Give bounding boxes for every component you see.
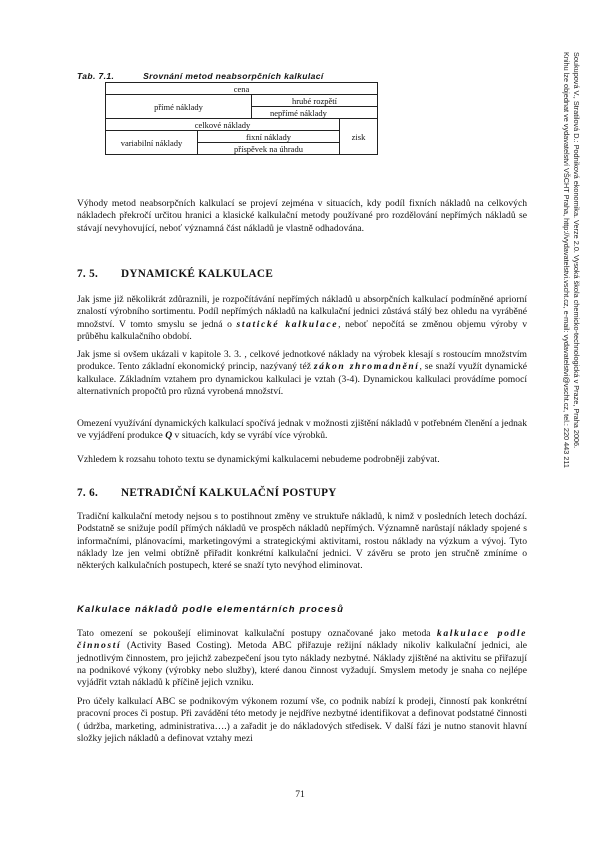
table-caption-label: Tab. 7.1. — [77, 71, 115, 81]
paragraph: Tradiční kalkulační metody nejsou s to postihnout změny ve struktuře nákladů, k nimž v posledních letech dochází. Podstatně se snižuje podíl přímých nákladů ve prospěch nákladů nepřímých. Významně narůstají náklady spojené s informačními, plánovacími, marketingovými a strategickými aktivitami, rostou náklady na výzkum a vývoj. Tyto náklady lze jen velmi obtížně přiřadit konkrétní kalkulační jednici. V závěru se proto jen stručně zmíníme o některých kalkulačních postupech, které se snaží tyto nevýhod eliminovat. — [77, 511, 527, 572]
cell-prispevek: příspěvek na úhradu — [198, 143, 340, 155]
paragraph: Jak jsme si ovšem ukázali v kapitole 3. 3. , celkové jednotkové náklady na výrobek klesají s rostoucím množstvím produkce. Tento základní ekonomický princip, nazývaný též zákon zhromadnění, se snaží využít dynamické kalkulace. Základním vztahem pro dynamickou kalkulaci je vztah (3-4). Dynamickou kalkulaci provádíme pomocí alternativních propočtů pro různá vyrobená množství. — [77, 349, 527, 397]
cell-neprime: nepřímé náklady — [252, 107, 378, 119]
emphasis-term: zákon zhromadnění — [313, 361, 420, 373]
emphasis-term: statické kalkulace — [236, 318, 339, 330]
cell-prime: přímé náklady — [106, 95, 252, 119]
cell-celkove: celkové náklady — [106, 119, 340, 131]
paragraph: Vzhledem k rozsahu tohoto textu se dynamickými kalkulacemi nebudeme podrobněji zabývat. — [77, 454, 440, 465]
side-note-line-2: Knihu lze objednat ve vydavatelství VŠCHT Praha, http://vydavatelstvi.vscht.cz, e-mail: vydavatelstvi@vscht.cz, tel.: 220 443 211 — [562, 52, 572, 468]
subsection-heading: Kalkulace nákladů podle elementárních procesů — [77, 604, 345, 615]
table-caption-title: Srovnání metod neabsorpčních kalkulací — [143, 71, 324, 81]
paragraph: Tato omezení se pokoušejí eliminovat kalkulační postupy označované jako metoda kalkulace podle činností (Activity Based Costing). Metoda ABC přiřazuje režijní náklady nikoliv kalkulační jednici, ale jednotlivým činnostem, pro jejichž zabezpečení jsou tyto náklady nezbytné. Náklady zjištěné na aktivitu se přiřazují na podnikové výkony (výrobky nebo služby), které danou činnost vyžadují. Smyslem metody je snaha co nejlépe vyjádřit vztah nákladů k příčině jejich vzniku. — [77, 628, 527, 689]
paragraph: Omezení využívání dynamických kalkulací spočívá jednak v možnosti zjištění nákladů v potřebném členění a jednak ve vyjádření produkce Q v situacích, kdy se vyrábí více výrobků. — [77, 418, 527, 442]
paragraph: Výhody metod neabsorpčních kalkulací se projeví zejména v situacích, kdy podíl fixních nákladů na celkových nákladech překročí určitou hranici a klasické kalkulační metody používané pro rozdělování nepřímých nákladů se stávají nevyhovující, neboť významná část nákladů je vlastně odhadována. — [77, 198, 527, 234]
cell-fixni: fixní náklady — [198, 131, 340, 143]
table-caption — [77, 71, 324, 81]
section-heading-7-5: 7. 5. DYNAMICKÉ KALKULACE — [77, 268, 274, 280]
comparison-table — [105, 82, 378, 155]
cell-zisk: zisk — [340, 119, 378, 155]
emphasis-term: kalkulace podle činností — [77, 628, 527, 652]
paragraph: Jak jsme již několikrát zdůraznili, je rozpočítávání nepřímých nákladů u absorpčních kalkulací podmíněné apriorní znalostí výrobního sortimentu. Podíl nepřímých nákladů na kalkulační jednici zůstává stálý bez ohledu na vyráběné množství. V tomto smyslu se jedná o statické kalkulace, neboť nepočítá se změnou objemu výroby v průběhu kalkulačního období. — [77, 294, 528, 342]
cell-variabilni: variabilní náklady — [106, 131, 198, 155]
page-number: 71 — [295, 789, 305, 800]
side-note-line-1: Soukupová V., Stratilová D.: Podniková ekonomika. Verze 2.0. Vysoká škola chemicko-technologická v Praze, Praha 2006. — [572, 52, 581, 449]
cell-cena: cena — [106, 83, 378, 95]
section-heading-7-6: 7. 6. NETRADIČNÍ KALKULAČNÍ POSTUPY — [77, 487, 337, 499]
side-note — [561, 52, 581, 812]
cell-hrube: hrubé rozpětí — [252, 95, 378, 107]
paragraph: Pro účely kalkulací ABC se podnikovým výkonem rozumí vše, co podnik nabízí k prodeji, činností pak konkrétní pracovní proces či postup. Při zavádění této metody je nejdříve nezbytné identifikovat a definovat podstatné činnosti ( údržba, marketing, administrativa….) a zařadit je do nákladových středisek. V další fázi je nutno stanovit hlavní složky jejich nákladů a definovat vztahy mezi — [77, 696, 527, 744]
